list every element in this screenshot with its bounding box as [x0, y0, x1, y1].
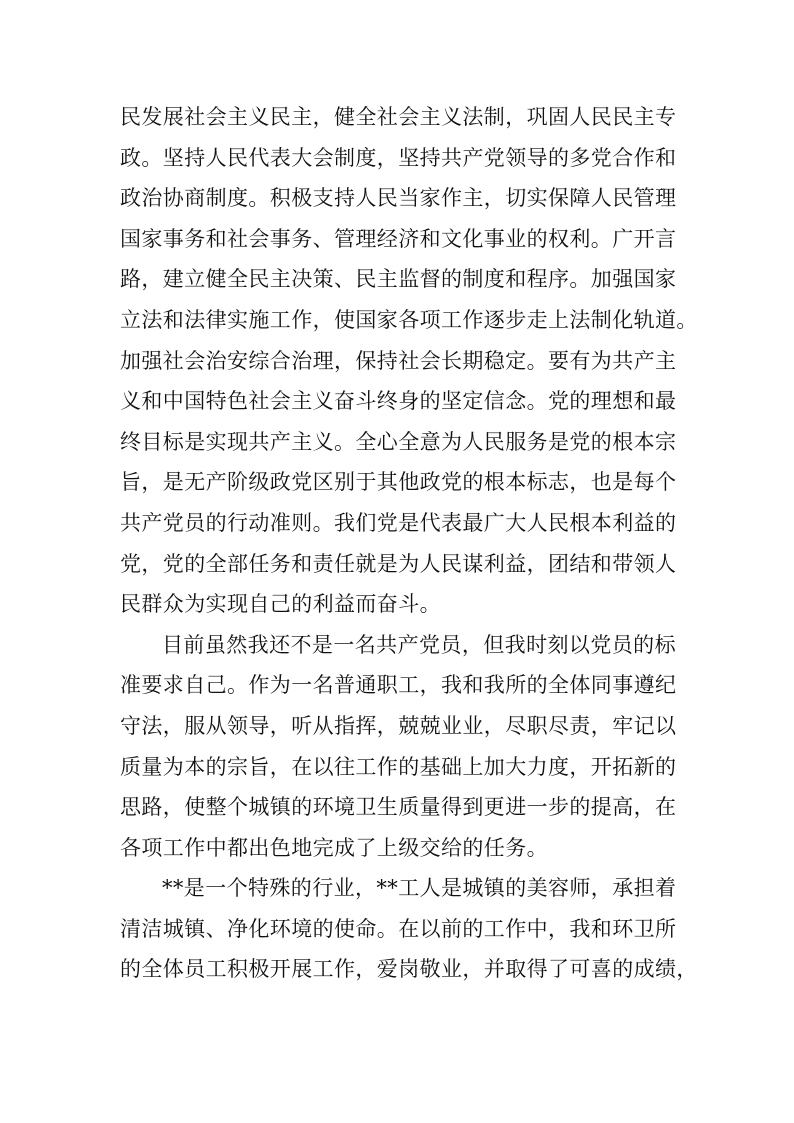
document-body	[120, 97, 698, 990]
paragraph-2-line-2: 准要求自己。作为一名普通职工，我和我所的全体同事遵纪	[120, 673, 677, 698]
paragraph-1-line-8: 义和中国特色社会主义奋斗终身的坚定信念。党的理想和最	[120, 389, 677, 414]
paragraph-1-line-9: 终目标是实现共产主义。全心全意为人民服务是党的根本宗	[120, 429, 677, 454]
paragraph-1-line-7: 加强社会治安综合治理，保持社会长期稳定。要有为共产主	[120, 348, 677, 373]
paragraph-3-line-2: 清洁城镇、净化环境的使命。在以前的工作中，我和环卫所	[120, 916, 677, 941]
paragraph-2-line-5: 思路，使整个城镇的环境卫生质量得到更进一步的提高，在	[120, 795, 677, 820]
paragraph-1-line-3: 政治协商制度。积极支持人民当家作主，切实保障人民管理	[120, 186, 677, 211]
paragraph-1-line-11: 共产党员的行动准则。我们党是代表最广大人民根本利益的	[120, 510, 677, 535]
paragraph-1-line-2: 政。坚持人民代表大会制度，坚持共产党领导的多党合作和	[120, 145, 677, 170]
paragraph-1-line-10: 旨，是无产阶级政党区别于其他政党的根本标志，也是每个	[120, 470, 677, 495]
paragraph-2-line-4: 质量为本的宗旨，在以往工作的基础上加大力度，开拓新的	[120, 754, 677, 779]
paragraph-1-line-1: 民发展社会主义民主，健全社会主义法制，巩固人民民主专	[120, 105, 677, 129]
paragraph-2-line-6: 各项工作中都出色地完成了上级交给的任务。	[120, 835, 548, 860]
paragraph-1-line-13: 民群众为实现自己的利益而奋斗。	[120, 592, 441, 617]
paragraph-3-line-1: **是一个特殊的行业，**工人是城镇的美容师，承担着	[162, 876, 677, 901]
paragraph-3-line-3: 的全体员工积极开展工作，爱岗敬业，并取得了可喜的成绩，	[120, 957, 698, 982]
paragraph-1-line-6: 立法和法律实施工作，使国家各项工作逐步走上法制化轨道。	[120, 307, 698, 332]
paragraph-1-line-5: 路，建立健全民主决策、民主监督的制度和程序。加强国家	[120, 267, 677, 292]
paragraph-2-line-1: 目前虽然我还不是一名共产党员，但我时刻以党员的标	[162, 632, 676, 657]
paragraph-1-line-4: 国家事务和社会事务、管理经济和文化事业的权利。广开言	[120, 226, 677, 251]
paragraph-1-line-12: 党，党的全部任务和责任就是为人民谋利益，团结和带领人	[120, 551, 677, 576]
paragraph-2-line-3: 守法，服从领导，听从指挥，兢兢业业，尽职尽责，牢记以	[120, 713, 677, 738]
